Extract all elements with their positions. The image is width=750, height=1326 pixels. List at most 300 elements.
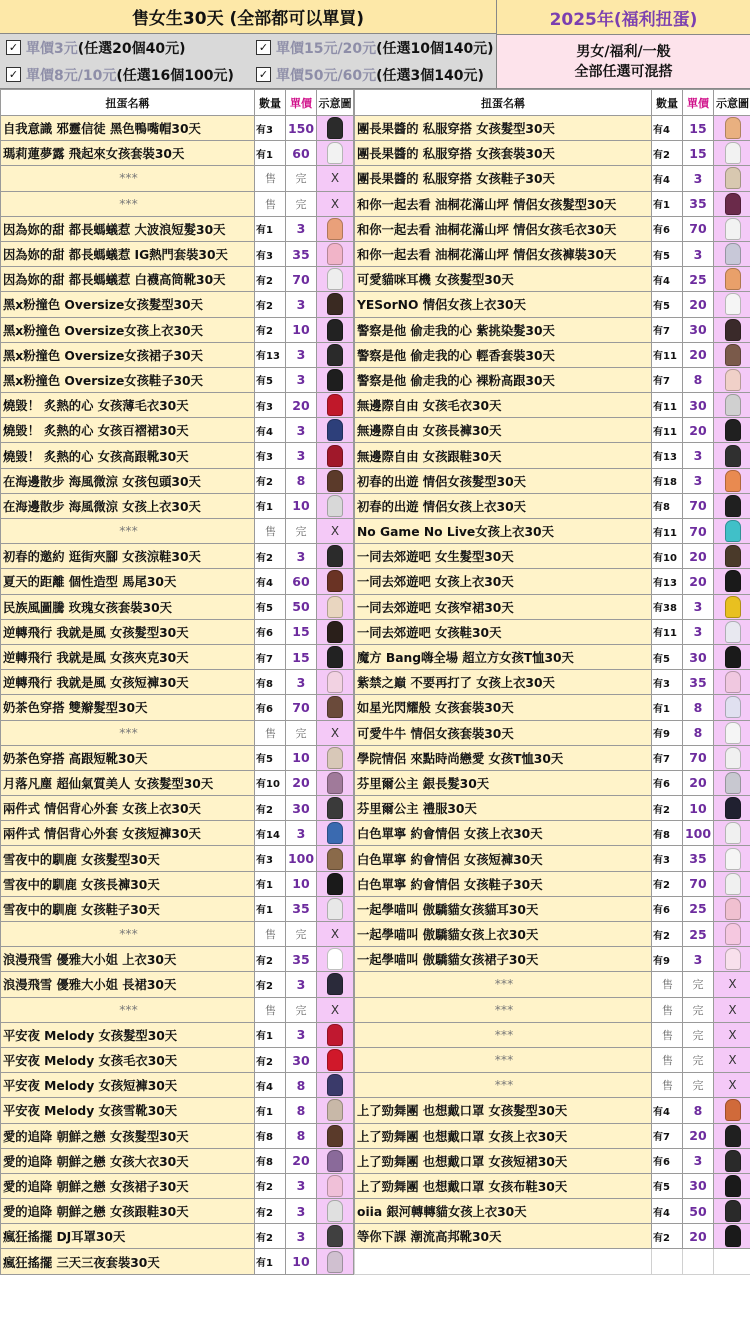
sold-out-mark: X [714, 1047, 750, 1072]
item-price: 10 [286, 317, 317, 342]
sold-out-mark: X [714, 1073, 750, 1098]
item-price: 3 [683, 241, 714, 266]
avatar-item-icon [725, 596, 741, 618]
table-row[interactable] [355, 1173, 750, 1198]
item-qty: 有2 [255, 267, 286, 292]
item-qty: 有1 [255, 896, 286, 921]
item-name: 雪夜中的馴鹿 女孩長褲30天 [1, 871, 255, 896]
item-thumbnail [317, 267, 354, 292]
avatar-item-icon [725, 268, 741, 290]
item-name: 芬里爾公主 銀長髮30天 [355, 770, 652, 795]
avatar-item-icon [327, 570, 343, 592]
table-row[interactable] [1, 1199, 354, 1224]
sold-out-mark: X [317, 519, 354, 544]
item-thumbnail [714, 191, 750, 216]
item-name: 一同去郊遊吧 女孩鞋30天 [355, 619, 652, 644]
table-row[interactable] [1, 367, 354, 392]
item-price: 8 [683, 367, 714, 392]
table-row[interactable] [1, 1148, 354, 1173]
table-row[interactable] [1, 796, 354, 821]
item-thumbnail [714, 644, 750, 669]
sold-out-mark: X [714, 997, 750, 1022]
item-thumbnail [317, 1148, 354, 1173]
item-qty: 有1 [255, 1249, 286, 1274]
item-name: *** [355, 972, 652, 997]
table-row[interactable] [1, 972, 354, 997]
item-name: 在海邊散步 海風微涼 女孩上衣30天 [1, 493, 255, 518]
avatar-item-icon [327, 1099, 343, 1121]
table-row[interactable] [1, 1098, 354, 1123]
item-thumbnail [714, 796, 750, 821]
table-row[interactable] [1, 1173, 354, 1198]
item-qty: 有4 [652, 166, 683, 191]
right-table [354, 89, 750, 1275]
item-name: 警察是他 偷走我的心 紫挑染髮30天 [355, 317, 652, 342]
item-thumbnail [714, 1148, 750, 1173]
item-name: 逆轉飛行 我就是風 女孩短褲30天 [1, 670, 255, 695]
item-qty: 有2 [255, 947, 286, 972]
item-qty: 有1 [255, 1022, 286, 1047]
item-price: 30 [683, 317, 714, 342]
item-qty: 有11 [652, 418, 683, 443]
item-qty: 有5 [652, 292, 683, 317]
item-name: 奶茶色穿搭 雙辮髮型30天 [1, 695, 255, 720]
item-qty: 有1 [255, 1098, 286, 1123]
item-price: 3 [286, 1022, 317, 1047]
table-row[interactable] [355, 544, 750, 569]
table-row[interactable] [1, 544, 354, 569]
item-name: 瘋狂搖擺 三天三夜套裝30天 [1, 1249, 255, 1274]
avatar-item-icon [725, 142, 741, 164]
table-row[interactable] [1, 644, 354, 669]
item-price: 15 [286, 619, 317, 644]
table-row[interactable] [1, 770, 354, 795]
table-row[interactable] [1, 418, 354, 443]
table-row[interactable] [355, 846, 750, 871]
item-name: 在海邊散步 海風微涼 女孩包頭30天 [1, 468, 255, 493]
item-price: 10 [286, 871, 317, 896]
item-qty: 有5 [652, 1173, 683, 1198]
item-thumbnail [714, 846, 750, 871]
price-option[interactable] [0, 61, 250, 88]
item-price: 20 [683, 770, 714, 795]
avatar-item-icon [725, 495, 741, 517]
table-row[interactable] [355, 821, 750, 846]
item-thumbnail [714, 393, 750, 418]
table-row[interactable] [1, 166, 354, 191]
avatar-item-icon [327, 596, 343, 618]
item-price: 完 [286, 166, 317, 191]
item-price: 20 [683, 418, 714, 443]
avatar-item-icon [327, 394, 343, 416]
sold-out-mark: X [317, 166, 354, 191]
item-qty: 售 [255, 922, 286, 947]
item-price: 30 [286, 1047, 317, 1072]
table-row[interactable] [1, 393, 354, 418]
table-row[interactable] [355, 493, 750, 518]
table-row[interactable] [355, 241, 750, 266]
sold-out-mark: X [714, 1022, 750, 1047]
table-row[interactable] [1, 896, 354, 921]
item-name: *** [355, 997, 652, 1022]
avatar-item-icon [725, 722, 741, 744]
table-row[interactable] [1, 1047, 354, 1072]
table-row[interactable] [355, 972, 750, 997]
item-qty: 有1 [652, 695, 683, 720]
item-qty: 有10 [652, 544, 683, 569]
table-row[interactable] [355, 594, 750, 619]
item-thumbnail [714, 695, 750, 720]
table-row[interactable] [1, 443, 354, 468]
item-qty: 有2 [652, 141, 683, 166]
item-thumbnail [317, 896, 354, 921]
item-price: 10 [683, 796, 714, 821]
item-name: 一起學喵叫 傲驕貓女孩上衣30天 [355, 922, 652, 947]
table-row[interactable] [1, 947, 354, 972]
avatar-item-icon [725, 545, 741, 567]
item-qty: 售 [255, 519, 286, 544]
item-name: 一同去郊遊吧 女孩窄裙30天 [355, 594, 652, 619]
table-row[interactable] [1, 922, 354, 947]
item-qty: 有8 [255, 1123, 286, 1148]
item-thumbnail [714, 468, 750, 493]
table-row[interactable] [355, 947, 750, 972]
table-row[interactable] [1, 569, 354, 594]
item-qty: 售 [652, 972, 683, 997]
table-row[interactable] [1, 594, 354, 619]
item-price: 3 [683, 619, 714, 644]
price-option[interactable] [250, 61, 496, 88]
item-thumbnail [317, 1098, 354, 1123]
item-name: 黑x粉撞色 Oversize女孩裙子30天 [1, 342, 255, 367]
table-row[interactable] [1, 216, 354, 241]
table-row[interactable] [355, 1199, 750, 1224]
table-row[interactable] [355, 871, 750, 896]
avatar-item-icon [725, 117, 741, 139]
item-thumbnail [714, 594, 750, 619]
item-qty: 有5 [255, 594, 286, 619]
item-price: 100 [683, 821, 714, 846]
item-price: 10 [286, 745, 317, 770]
item-name: *** [1, 922, 255, 947]
item-thumbnail [714, 770, 750, 795]
item-price: 完 [683, 1022, 714, 1047]
item-qty: 有7 [652, 367, 683, 392]
table-row[interactable] [355, 1249, 750, 1274]
item-name: 初春的出遊 情侶女孩髮型30天 [355, 468, 652, 493]
sold-out-mark: X [714, 972, 750, 997]
table-row[interactable] [355, 1022, 750, 1047]
item-qty: 有9 [652, 947, 683, 972]
item-price: 70 [683, 519, 714, 544]
item-thumbnail [317, 745, 354, 770]
table-row[interactable] [355, 166, 750, 191]
avatar-item-icon [327, 218, 343, 240]
item-price: 20 [683, 544, 714, 569]
item-qty: 有8 [255, 670, 286, 695]
item-price: 3 [286, 1224, 317, 1249]
item-name: 上了勁舞團 也想戴口罩 女孩髮型30天 [355, 1098, 652, 1123]
item-name: 一同去郊遊吧 女孩上衣30天 [355, 569, 652, 594]
col-header-name: 扭蛋名稱 [1, 90, 255, 116]
table-row[interactable] [1, 267, 354, 292]
item-name: 團長果醬的 私服穿搭 女孩套裝30天 [355, 141, 652, 166]
item-price: 35 [286, 896, 317, 921]
item-price: 3 [683, 166, 714, 191]
item-thumbnail [714, 544, 750, 569]
item-thumbnail [317, 569, 354, 594]
avatar-item-icon [725, 344, 741, 366]
item-name: 團長果醬的 私服穿搭 女孩髮型30天 [355, 116, 652, 141]
avatar-item-icon [725, 470, 741, 492]
item-thumbnail [317, 317, 354, 342]
avatar-item-icon [725, 369, 741, 391]
item-price: 10 [286, 1249, 317, 1274]
item-name: 無邊際自由 女孩跟鞋30天 [355, 443, 652, 468]
checkbox-icon[interactable]: ✓ [256, 40, 271, 55]
col-header-qty: 數量 [255, 90, 286, 116]
item-price: 50 [286, 594, 317, 619]
item-qty: 有2 [255, 292, 286, 317]
item-price: 150 [286, 116, 317, 141]
table-row[interactable] [355, 1073, 750, 1098]
price-options [0, 34, 496, 88]
table-row[interactable] [355, 922, 750, 947]
table-row[interactable] [1, 745, 354, 770]
item-qty: 有2 [255, 544, 286, 569]
tables [0, 89, 750, 1275]
price-option[interactable] [0, 34, 250, 61]
item-name: 愛的追降 朝鮮之戀 女孩跟鞋30天 [1, 1199, 255, 1224]
avatar-item-icon [327, 117, 343, 139]
item-price: 3 [286, 216, 317, 241]
table-row[interactable] [355, 141, 750, 166]
table-row[interactable] [1, 670, 354, 695]
item-qty: 有10 [255, 770, 286, 795]
item-price: 8 [683, 695, 714, 720]
item-name: 奶茶色穿搭 高跟短靴30天 [1, 745, 255, 770]
item-price: 完 [683, 997, 714, 1022]
header-right [497, 0, 750, 88]
avatar-item-icon [725, 1200, 741, 1222]
avatar-item-icon [725, 394, 741, 416]
item-qty: 有6 [652, 770, 683, 795]
item-thumbnail [317, 1123, 354, 1148]
sold-out-mark: X [317, 720, 354, 745]
table-row[interactable] [355, 644, 750, 669]
item-name: 愛的追降 朝鮮之戀 女孩髮型30天 [1, 1123, 255, 1148]
table-row[interactable] [1, 141, 354, 166]
table-row[interactable] [1, 997, 354, 1022]
item-thumbnail [317, 871, 354, 896]
avatar-item-icon [327, 1251, 343, 1273]
avatar-item-icon [725, 646, 741, 668]
table-row[interactable] [355, 569, 750, 594]
item-thumbnail [317, 418, 354, 443]
table-row[interactable] [355, 116, 750, 141]
table-row[interactable] [1, 241, 354, 266]
item-price: 25 [683, 267, 714, 292]
item-thumbnail [714, 166, 750, 191]
table-row[interactable] [355, 191, 750, 216]
avatar-item-icon [725, 1099, 741, 1121]
item-qty: 有1 [255, 216, 286, 241]
table-row[interactable] [355, 468, 750, 493]
item-qty: 有6 [652, 896, 683, 921]
avatar-item-icon [327, 495, 343, 517]
table-row[interactable] [355, 393, 750, 418]
avatar-item-icon [725, 747, 741, 769]
item-price: 35 [683, 191, 714, 216]
option-price: 單價8元/10元 [26, 67, 117, 84]
item-thumbnail [714, 141, 750, 166]
table-row[interactable] [1, 1022, 354, 1047]
item-qty: 有2 [255, 1173, 286, 1198]
item-price: 20 [286, 1148, 317, 1173]
left-table [0, 89, 354, 1275]
table-row[interactable] [1, 1224, 354, 1249]
item-thumbnail [317, 241, 354, 266]
item-thumbnail [714, 947, 750, 972]
table-row[interactable] [355, 796, 750, 821]
item-price: 3 [683, 947, 714, 972]
table-row[interactable] [355, 770, 750, 795]
item-name: 兩件式 情侶背心外套 女孩上衣30天 [1, 796, 255, 821]
table-row[interactable] [1, 493, 354, 518]
table-row[interactable] [1, 191, 354, 216]
item-name: 初春的邀約 逛街夾腳 女孩涼鞋30天 [1, 544, 255, 569]
table-row[interactable] [1, 292, 354, 317]
item-name: 一起學喵叫 傲驕貓女孩貓耳30天 [355, 896, 652, 921]
table-row[interactable] [355, 670, 750, 695]
item-thumbnail [317, 670, 354, 695]
item-thumbnail [714, 116, 750, 141]
item-qty: 有8 [255, 1148, 286, 1173]
table-row[interactable] [355, 367, 750, 392]
item-name: 因為妳的甜 都長螞蟻惹 白襪高筒靴30天 [1, 267, 255, 292]
item-name: 初春的出遊 情侶女孩上衣30天 [355, 493, 652, 518]
table-row[interactable] [355, 1148, 750, 1173]
item-name: 燒毀！ 炙熱的心 女孩高跟靴30天 [1, 443, 255, 468]
item-name: *** [1, 997, 255, 1022]
checkbox-icon[interactable]: ✓ [6, 67, 21, 82]
item-name: 浪漫飛雪 優雅大小姐 上衣30天 [1, 947, 255, 972]
item-name: 和你一起去看 油桐花滿山坪 情侶女孩髮型30天 [355, 191, 652, 216]
table-row[interactable] [1, 871, 354, 896]
price-option[interactable] [250, 34, 496, 61]
table-row[interactable] [355, 342, 750, 367]
item-name: *** [1, 720, 255, 745]
table-row[interactable] [355, 720, 750, 745]
table-row[interactable] [355, 418, 750, 443]
table-row[interactable] [355, 1098, 750, 1123]
item-name: 因為妳的甜 都長螞蟻惹 大波浪短髮30天 [1, 216, 255, 241]
avatar-item-icon [327, 419, 343, 441]
table-row[interactable] [355, 519, 750, 544]
table-row[interactable] [355, 745, 750, 770]
avatar-item-icon [725, 848, 741, 870]
item-qty: 有11 [652, 519, 683, 544]
item-thumbnail [714, 1249, 750, 1274]
option-deal: (任選3個140元) [376, 67, 484, 84]
page-title: 售女生30天 (全部都可以單買) [0, 0, 496, 34]
item-price: 8 [286, 1098, 317, 1123]
item-name: 白色單寧 約會情侶 女孩短褲30天 [355, 846, 652, 871]
item-thumbnail [714, 1098, 750, 1123]
item-name: 逆轉飛行 我就是風 女孩夾克30天 [1, 644, 255, 669]
avatar-item-icon [327, 369, 343, 391]
item-price: 3 [286, 1199, 317, 1224]
avatar-item-icon [725, 898, 741, 920]
col-header-qty: 數量 [652, 90, 683, 116]
table-row[interactable] [355, 997, 750, 1022]
avatar-item-icon [725, 923, 741, 945]
item-price: 70 [683, 745, 714, 770]
table-row[interactable] [1, 342, 354, 367]
table-row[interactable] [355, 1224, 750, 1249]
item-price: 3 [286, 443, 317, 468]
table-row[interactable] [1, 317, 354, 342]
item-name: 和你一起去看 油桐花滿山坪 情侶女孩毛衣30天 [355, 216, 652, 241]
checkbox-icon[interactable]: ✓ [256, 67, 271, 82]
avatar-item-icon [327, 1150, 343, 1172]
table-row[interactable] [1, 720, 354, 745]
table-row[interactable] [1, 619, 354, 644]
table-row[interactable] [1, 846, 354, 871]
item-name: 一起學喵叫 傲驕貓女孩裙子30天 [355, 947, 652, 972]
table-row[interactable] [355, 267, 750, 292]
table-row[interactable] [355, 317, 750, 342]
item-price: 20 [683, 292, 714, 317]
table-row[interactable] [355, 443, 750, 468]
item-qty: 有4 [652, 1199, 683, 1224]
table-row[interactable] [355, 1123, 750, 1148]
checkbox-icon[interactable]: ✓ [6, 40, 21, 55]
table-row[interactable] [1, 1073, 354, 1098]
table-row[interactable] [355, 619, 750, 644]
table-row[interactable] [1, 821, 354, 846]
table-row[interactable] [1, 116, 354, 141]
item-name: 民族風圖騰 玫瑰女孩套裝30天 [1, 594, 255, 619]
table-row[interactable] [355, 216, 750, 241]
item-price: 完 [286, 519, 317, 544]
item-thumbnail [714, 367, 750, 392]
item-name: 自我意識 邪靈信徒 黑色鴨嘴帽30天 [1, 116, 255, 141]
table-row[interactable] [355, 695, 750, 720]
item-price: 3 [286, 821, 317, 846]
item-name: 因為妳的甜 都長螞蟻惹 IG熱門套裝30天 [1, 241, 255, 266]
item-thumbnail [317, 972, 354, 997]
table-row[interactable] [1, 519, 354, 544]
item-name: 逆轉飛行 我就是風 女孩髮型30天 [1, 619, 255, 644]
item-thumbnail [714, 896, 750, 921]
item-qty: 有13 [652, 569, 683, 594]
table-row[interactable] [355, 896, 750, 921]
table-row[interactable] [355, 292, 750, 317]
table-row[interactable] [1, 1249, 354, 1274]
item-price: 3 [286, 972, 317, 997]
table-row[interactable] [355, 1047, 750, 1072]
table-row[interactable] [1, 695, 354, 720]
item-thumbnail [317, 468, 354, 493]
item-qty: 有14 [255, 821, 286, 846]
item-qty: 有5 [255, 367, 286, 392]
table-row[interactable] [1, 468, 354, 493]
table-row[interactable] [1, 1123, 354, 1148]
item-name: *** [355, 1022, 652, 1047]
item-name: 警察是他 偷走我的心 裸粉高跟30天 [355, 367, 652, 392]
item-price: 70 [683, 871, 714, 896]
